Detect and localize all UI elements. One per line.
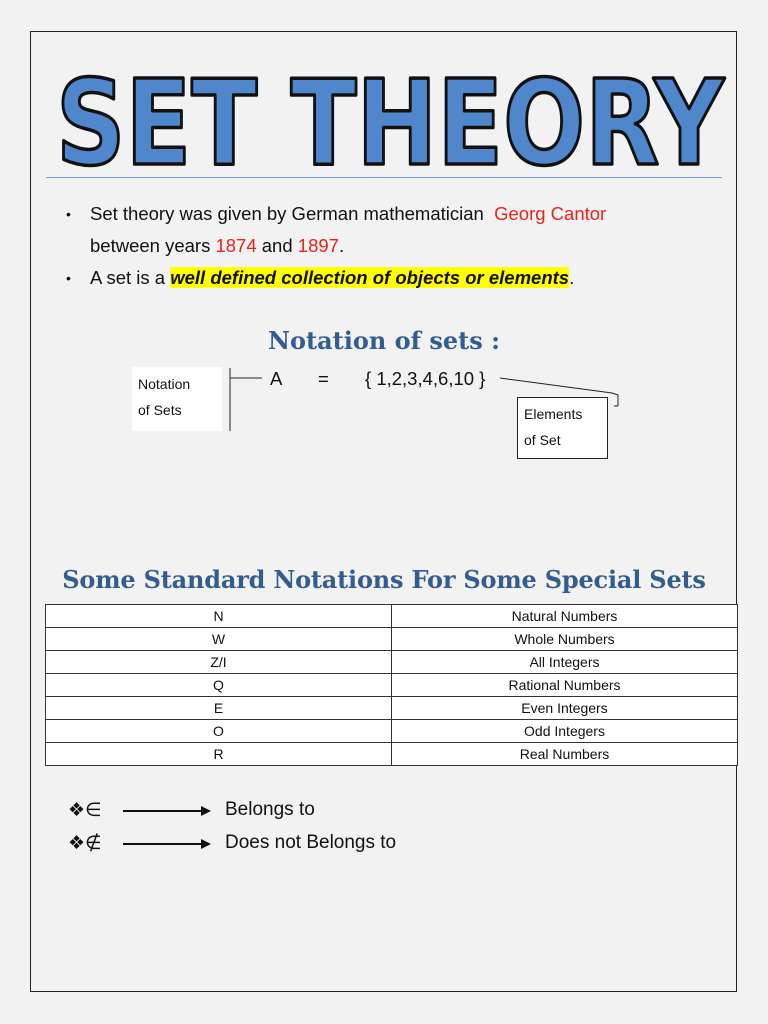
set-description: Whole Numbers — [392, 628, 738, 651]
special-sets-heading: Some Standard Notations For Some Special Sets — [62, 565, 706, 594]
period: . — [338, 235, 345, 256]
cantor-name: Georg Cantor — [494, 203, 607, 224]
year-start: 1874 — [215, 235, 257, 256]
set-description: Rational Numbers — [392, 674, 738, 697]
table-row — [46, 720, 738, 743]
years-prefix: between years — [90, 235, 211, 256]
set-symbol: E — [46, 697, 392, 720]
definition-period: . — [569, 267, 575, 288]
set-symbol: N — [46, 605, 392, 628]
table-row — [46, 743, 738, 766]
years-and: and — [261, 235, 293, 256]
not-belongs-symbol: ❖∉ — [68, 833, 102, 854]
equals-sign: = — [318, 368, 329, 389]
bullet-dot: • — [66, 206, 71, 222]
set-symbol: R — [46, 743, 392, 766]
table-row — [46, 605, 738, 628]
history-text: Set theory was given by German mathematician — [90, 203, 484, 224]
not-belongs-text: Does not Belongs to — [225, 832, 397, 853]
set-description: Real Numbers — [392, 743, 738, 766]
elements-label-line1: Elements — [524, 406, 583, 422]
definition-highlight: well defined collection of objects or elements — [170, 267, 570, 288]
elements-label-line2: of Set — [524, 432, 561, 448]
set-description: Natural Numbers — [392, 605, 738, 628]
table-row — [46, 651, 738, 674]
year-end: 1897 — [297, 235, 339, 256]
page-title: SET THEORY — [56, 54, 726, 176]
notation-label-line2: of Sets — [138, 402, 182, 418]
bullet-dot: • — [66, 270, 71, 286]
set-name: A — [270, 368, 283, 389]
notation-label-line1: Notation — [138, 376, 191, 392]
table-row — [46, 628, 738, 651]
set-symbol: Q — [46, 674, 392, 697]
belongs-symbol: ❖∈ — [68, 800, 102, 821]
set-description: Even Integers — [392, 697, 738, 720]
set-value: { 1,2,3,4,6,10 } — [365, 368, 486, 389]
set-symbol: W — [46, 628, 392, 651]
arrow-right-icon — [123, 799, 213, 823]
set-description: Odd Integers — [392, 720, 738, 743]
definition-prefix: A set is a — [90, 267, 166, 288]
elements-label-box — [517, 397, 608, 459]
arrow-right-icon — [123, 832, 213, 856]
set-symbol: O — [46, 720, 392, 743]
belongs-text: Belongs to — [225, 799, 315, 820]
table-row — [46, 697, 738, 720]
set-symbol: Z/I — [46, 651, 392, 674]
set-description: All Integers — [392, 651, 738, 674]
special-sets-table — [45, 604, 738, 766]
notation-heading: Notation of sets : — [268, 326, 500, 355]
table-row — [46, 674, 738, 697]
